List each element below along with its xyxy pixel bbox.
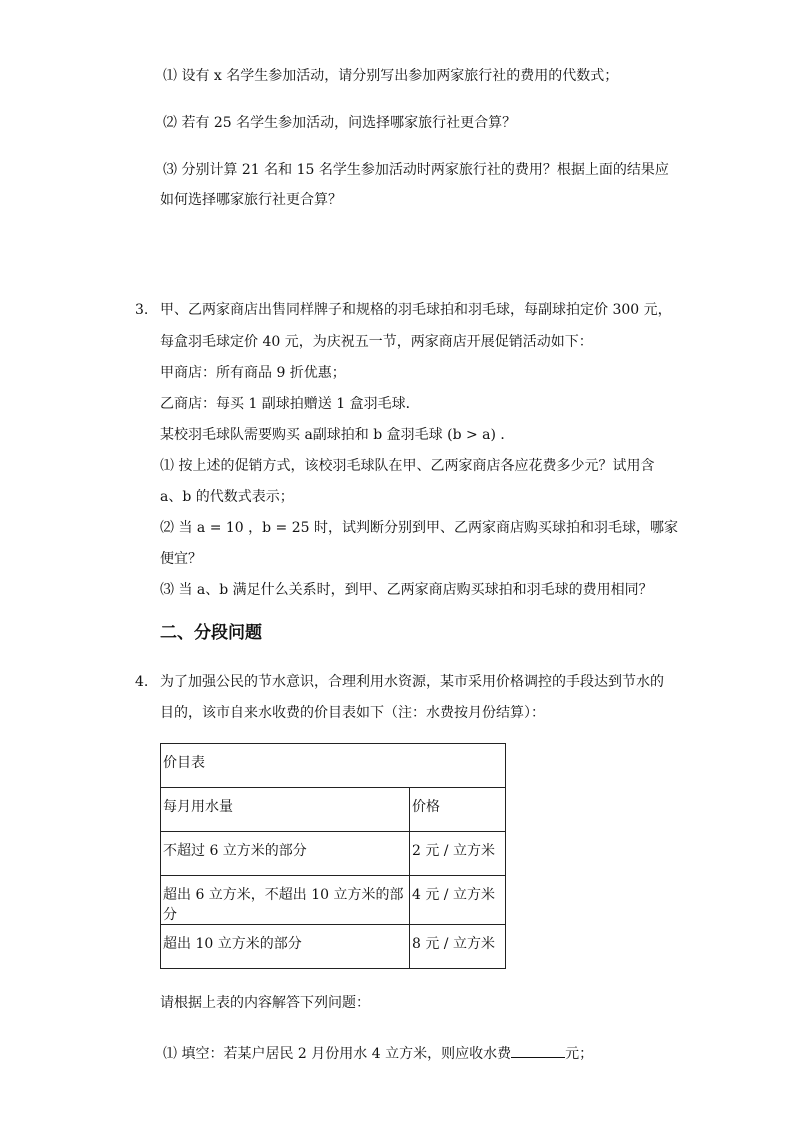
question-4-part-1-unit: 元； bbox=[565, 1046, 594, 1062]
question-3-part-3: ⑶ 当 a、b 满足什么关系时，到甲、乙两家商店购买球拍和羽毛球的费用相同？ bbox=[160, 582, 653, 598]
price-table bbox=[160, 743, 506, 969]
answer-blank[interactable] bbox=[511, 1043, 565, 1058]
question-4-part-1-text: ⑴ 填空：若某户居民 2 月份用水 4 立方米，则应收水费 bbox=[163, 1046, 512, 1062]
table-title: 价目表 bbox=[161, 744, 506, 788]
table-cell-usage: 不超过 6 立方米的部分 bbox=[161, 832, 410, 876]
question-3-number: 3. bbox=[135, 302, 149, 318]
question-2-part-3-line-2: 如何选择哪家旅行社更合算？ bbox=[160, 192, 342, 208]
question-2-part-3-line-1: ⑶ 分别计算 21 名和 15 名学生参加活动时两家旅行社的费用？根据上面的结果应 bbox=[163, 162, 669, 178]
question-3-part-1-line-1: ⑴ 按上述的促销方式，该校羽毛球队在甲、乙两家商店各应花费多少元？试用含 bbox=[160, 458, 655, 474]
table-row bbox=[161, 876, 506, 925]
table-row bbox=[161, 832, 506, 876]
table-header-price: 价格 bbox=[410, 788, 506, 832]
table-row bbox=[161, 925, 506, 969]
question-4-line-2: 目的，该市自来水收费的价目表如下（注：水费按月份结算）： bbox=[160, 705, 545, 721]
table-cell-price: 4 元 / 立方米 bbox=[410, 876, 506, 925]
table-cell-usage: 超出 6 立方米，不超出 10 立方米的部分 bbox=[161, 876, 410, 925]
table-title-row bbox=[161, 744, 506, 788]
question-4-line-1: 为了加强公民的节水意识，合理利用水资源，某市采用价格调控的手段达到节水的 bbox=[160, 674, 664, 690]
table-cell-usage: 超出 10 立方米的部分 bbox=[161, 925, 410, 969]
table-cell-price: 2 元 / 立方米 bbox=[410, 832, 506, 876]
question-2-part-2: ⑵ 若有 25 名学生参加活动，问选择哪家旅行社更合算？ bbox=[163, 115, 517, 131]
table-cell-price: 8 元 / 立方米 bbox=[410, 925, 506, 969]
table-header-row bbox=[161, 788, 506, 832]
question-3-line-4: 乙商店：每买 1 副球拍赠送 1 盒羽毛球． bbox=[160, 396, 420, 412]
question-3-part-2-line-2: 便宜？ bbox=[160, 551, 202, 567]
question-3-line-3: 甲商店：所有商品 9 折优惠； bbox=[160, 365, 346, 381]
table-header-usage: 每月用水量 bbox=[161, 788, 410, 832]
question-2-part-1: ⑴ 设有 x 名学生参加活动，请分别写出参加两家旅行社的费用的代数式； bbox=[163, 68, 619, 84]
question-3-part-1-line-2: a、b 的代数式表示； bbox=[160, 489, 294, 505]
question-4-instruction: 请根据上表的内容解答下列问题： bbox=[160, 995, 370, 1011]
question-4-part-1 bbox=[163, 1043, 593, 1064]
section-heading: 二、分段问题 bbox=[160, 623, 262, 643]
question-3-line-1: 甲、乙两家商店出售同样牌子和规格的羽毛球拍和羽毛球，每副球拍定价 300 元， bbox=[160, 302, 672, 318]
question-3-line-5: 某校羽毛球队需要购买 a副球拍和 b 盒羽毛球 (b > a) ． bbox=[160, 427, 515, 443]
question-3-line-2: 每盒羽毛球定价 40 元，为庆祝五一节，两家商店开展促销活动如下： bbox=[160, 334, 593, 350]
question-3-part-2-line-1: ⑵ 当 a = 10 ，b = 25 时，试判断分别到甲、乙两家商店购买球拍和羽毛球，哪家 bbox=[160, 520, 678, 536]
question-4-number: 4. bbox=[135, 674, 149, 690]
